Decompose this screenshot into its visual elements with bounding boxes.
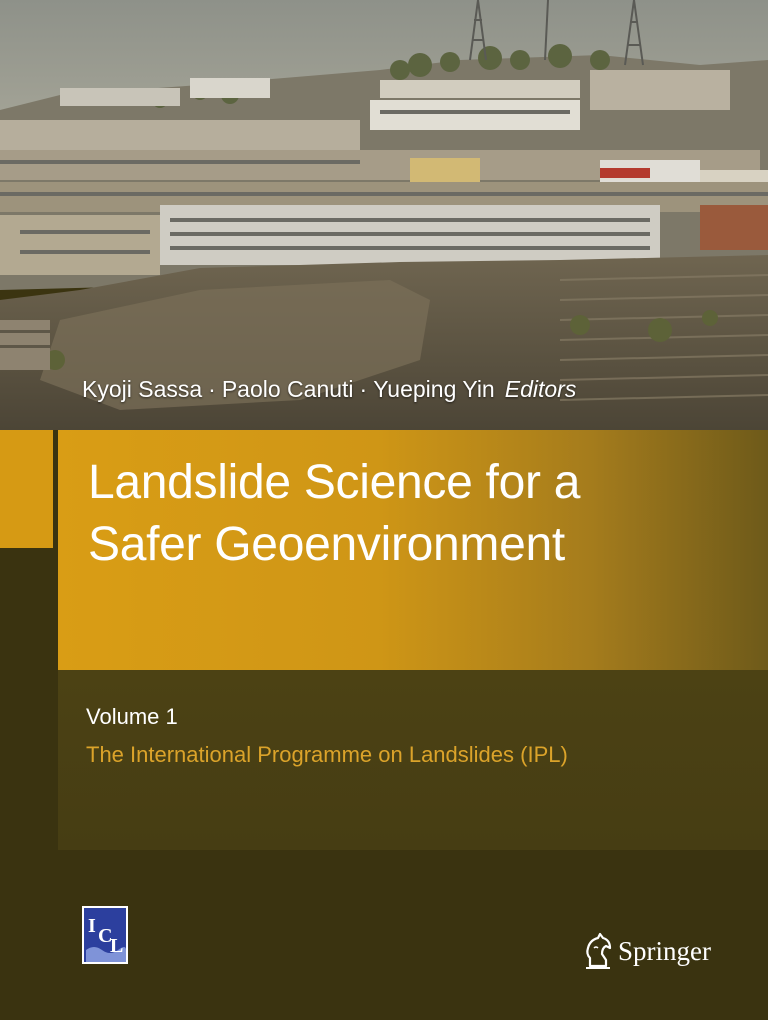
publisher-name: Springer [618, 936, 711, 966]
book-title [88, 452, 758, 576]
svg-text:C: C [98, 925, 113, 947]
editor-separator: · [208, 376, 216, 402]
title-panel [58, 430, 768, 670]
gold-side-tab [0, 430, 53, 548]
volume-panel [58, 670, 768, 850]
editors-line [82, 376, 722, 410]
publisher-logo [582, 930, 742, 970]
icl-logo-icon [82, 906, 128, 964]
editor-name: Paolo Canuti [221, 376, 354, 402]
editor-separator: · [359, 376, 368, 402]
book-title-line: Safer Geoenvironment [88, 518, 565, 571]
book-title-line: Landslide Science for a [88, 456, 581, 509]
svg-text:I: I [88, 915, 96, 937]
volume-subtitle: The International Programme on Landslides (IPL) [86, 742, 568, 767]
editor-name: Kyoji Sassa [82, 376, 203, 402]
svg-text:L: L [110, 935, 124, 957]
springer-horse-icon [582, 930, 616, 970]
editors-role: Editors [504, 376, 577, 402]
editor-name: Yueping Yin [373, 376, 495, 402]
volume-number: Volume 1 [86, 704, 178, 729]
cover-photo-landslide-town [0, 0, 768, 430]
